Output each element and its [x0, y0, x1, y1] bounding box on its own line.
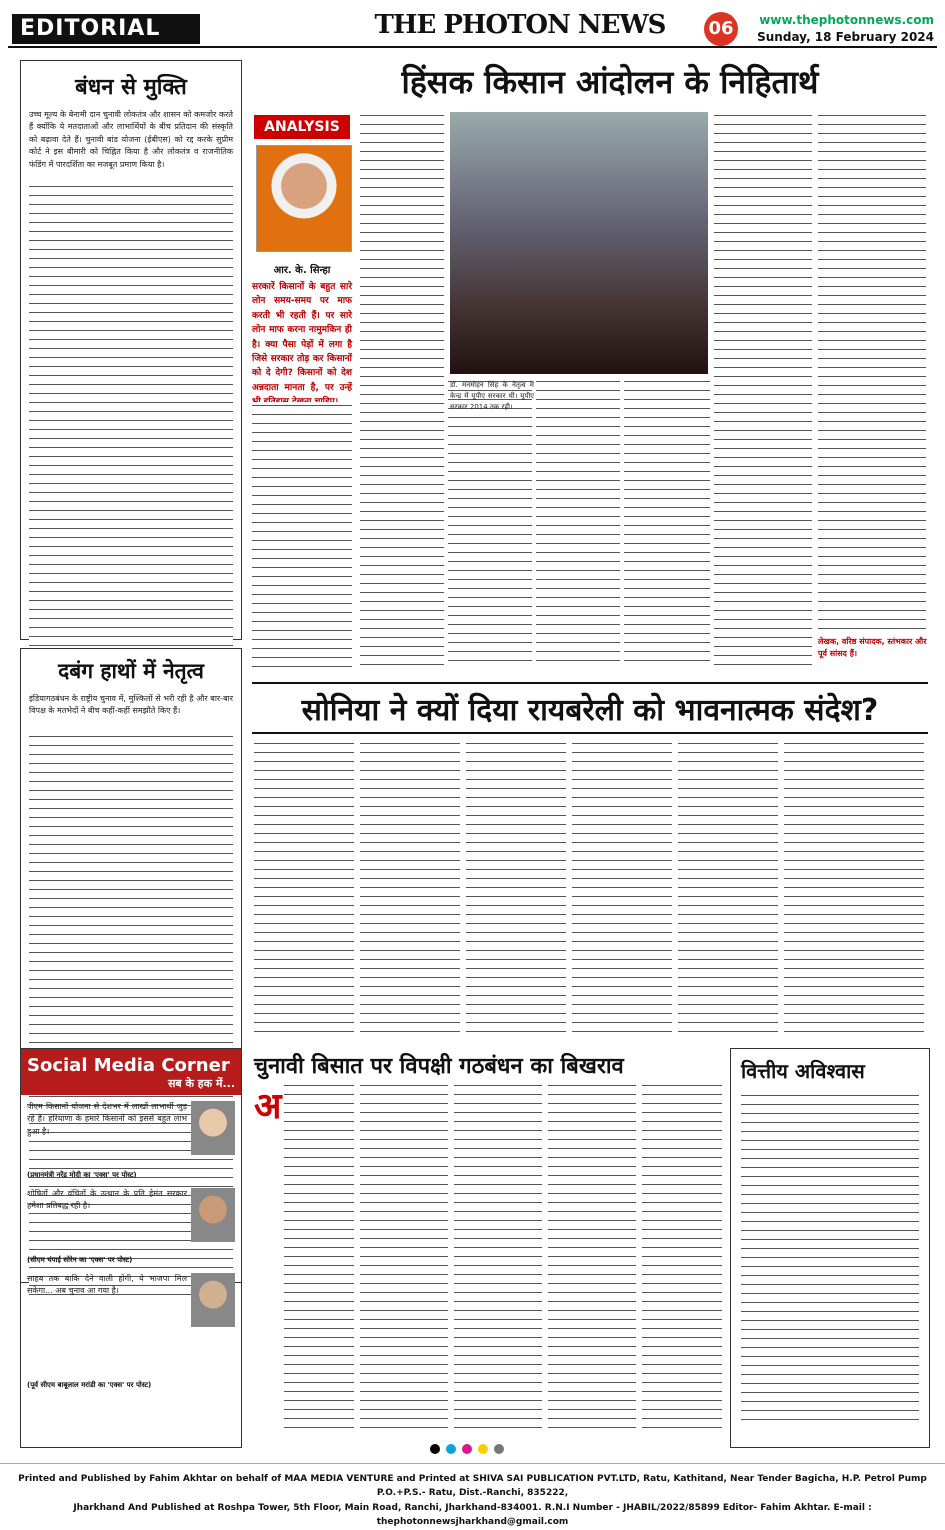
main-article-col-1: [360, 112, 444, 668]
main-article-col-4: [624, 378, 710, 668]
social-header: [21, 1049, 241, 1095]
social-subtitle: सब के हक में...: [167, 1077, 235, 1090]
article-body: इंडियागठबंधन के राष्ट्रीय चुनाव में, मुश्किलों से भरी रही है और बार-बार विपक्ष के मतभेदों ने बीच कहीं-कहीं समझौते किए हैं।: [29, 694, 233, 716]
page-number: 06: [704, 12, 738, 46]
gathbandhan-col-4: [548, 1082, 636, 1432]
pull-quote: सरकारें किसानों के बहुत सारे लोन समय-समय पर माफ करती भी रहती हैं। पर सारे लोन माफ करना नामुमकिन ही है। क्या पैसा पेड़ों में लगा है जिसे सरकार तोड़ कर किसानों को दे देगी? किसानों को देश अन्नदाता मानता है, पर उन्हें: [252, 282, 352, 393]
photo-caption-text: डॉ. मनमोहन सिंह के नेतृत्व में केन्द्र में यूपीए सरकार थी। यूपीए सरकार 2014 तक रही।: [450, 381, 534, 411]
masthead: THE PHOTON NEWS: [374, 10, 666, 40]
sonia-col-1: [254, 740, 354, 1040]
main-article-col-5: [714, 112, 812, 668]
article-body-lines: [29, 183, 233, 653]
imprint-line: Printed and Published by Fahim Akhtar on behalf of MAA MEDIA VENTURE and Printed at SHIVA SAI PUBLICATION PVT.LTD, Ratu, Kathitand, Near Tender Bagicha, H.P. Petrol Pump P.O.+P.S.- Ratu, Dist.-Ranchi, 835222,: [18, 1474, 927, 1499]
article-title: बंधन से मुक्ति: [75, 75, 187, 100]
social-title: Social Media Corner: [27, 1055, 230, 1076]
drop-cap: अ: [254, 1086, 282, 1127]
imprint-footer: [0, 1463, 945, 1528]
avatar: [191, 1273, 235, 1327]
sonia-col-3: [466, 740, 566, 1040]
social-post-text: शोषितों और वंचितों के उत्थान के प्रति हेमंत सरकार हमेशा प्रतिबद्ध रही है।: [27, 1189, 187, 1211]
social-post-byline: (प्रधानमंत्री नरेंद्र मोदी का 'एक्स' पर पोस्ट): [27, 1171, 137, 1179]
gathbandhan-col-5: [642, 1082, 722, 1432]
social-post-text: पीएम किसानों योजना से देशभर में लाखों लाभार्थी जुड़ रहे हैं। हरियाणा के हमारे किसानों को इससे बहुत लाभ हुआ है।: [27, 1102, 187, 1136]
gathbandhan-col-3: [454, 1082, 542, 1432]
avatar: [191, 1101, 235, 1155]
financial-article: [730, 1048, 930, 1448]
article-title: दबंग हाथों में नेतृत्व: [58, 659, 204, 683]
social-post-byline: (सीएम चंपाई सोरेन का 'एक्स' पर पोस्ट): [27, 1256, 133, 1264]
social-media-corner: [20, 1048, 242, 1448]
author-photo: [256, 145, 352, 252]
author-credit: लेखक, वरिष्ठ संपादक, स्तंभकार और पूर्व सांसद हैं।: [818, 637, 927, 658]
sonia-col-2: [360, 740, 460, 1040]
registration-mark: [462, 1444, 472, 1454]
sonia-col-4: [572, 740, 672, 1040]
social-post-text: साहब तक बाकि देने वाली होगी, ये भाजपा मिल सकेगा... अब चुनाव आ गया है।: [27, 1274, 187, 1296]
issue-date: Sunday, 18 February 2024: [757, 30, 934, 44]
article-bandhan: [20, 60, 242, 640]
registration-mark: [430, 1444, 440, 1454]
registration-mark: [494, 1444, 504, 1454]
social-post-byline: (पूर्व सीएम बाबूलाल मरांडी का 'एक्स' पर पोस्ट): [27, 1381, 152, 1389]
avatar: [191, 1188, 235, 1242]
main-article-col-6: [818, 112, 926, 632]
protest-photo: [450, 112, 708, 374]
sonia-col-6: [784, 740, 924, 1040]
analysis-tag: ANALYSIS: [254, 115, 350, 139]
sonia-col-5: [678, 740, 778, 1040]
second-headline: सोनिया ने क्यों दिया रायबरेली को भावनात्मक संदेश?: [301, 693, 879, 728]
main-headline: हिंसक किसान आंदोलन के निहितार्थ: [401, 63, 819, 101]
article-body: उच्च मूल्य के बेनामी दान चुनावी लोकतंत्र और शासन को कमजोर करते हैं क्योंकि ये मतदाताओं और लाभार्थियों के बीच प्रतिदान की संस्कृति को बढ़ावा देते हैं। चुनावी बांड योजना (ईबीएस) को रद्द करके सुप्रीम कोर्ट ने इस बीमारी को चिह्नित किया है और लोकतंत्र व राजनीतिक फंडिंग में पारदर्शिता का मजबूत प्रमाण किया है।: [29, 110, 233, 169]
third-headline: चुनावी बिसात पर विपक्षी गठबंधन का बिखराव: [254, 1054, 624, 1079]
registration-mark: [478, 1444, 488, 1454]
main-article-col-3: [536, 378, 620, 668]
registration-mark: [446, 1444, 456, 1454]
website-link[interactable]: www.thephotonnews.com: [759, 13, 934, 27]
section-tag: EDITORIAL: [12, 14, 200, 44]
article-body-lines: [741, 1092, 919, 1428]
gathbandhan-col-1: [284, 1082, 354, 1432]
analysis-body-lines: [252, 402, 352, 670]
author-name: आर. के. सिन्हा: [273, 265, 331, 276]
imprint-line: Jharkhand And Published at Roshpa Tower, 5th Floor, Main Road, Ranchi, Jharkhand-834001. R.N.I Number - JHABIL/2022/85899 Editor- Fahim Akhtar. E-mail : thephotonnewsjharkhand@gmail.com: [73, 1502, 872, 1528]
main-article-col-2: [448, 378, 532, 668]
gathbandhan-col-2: [360, 1082, 448, 1432]
article-title: वित्तीय अविश्वास: [741, 1059, 865, 1083]
